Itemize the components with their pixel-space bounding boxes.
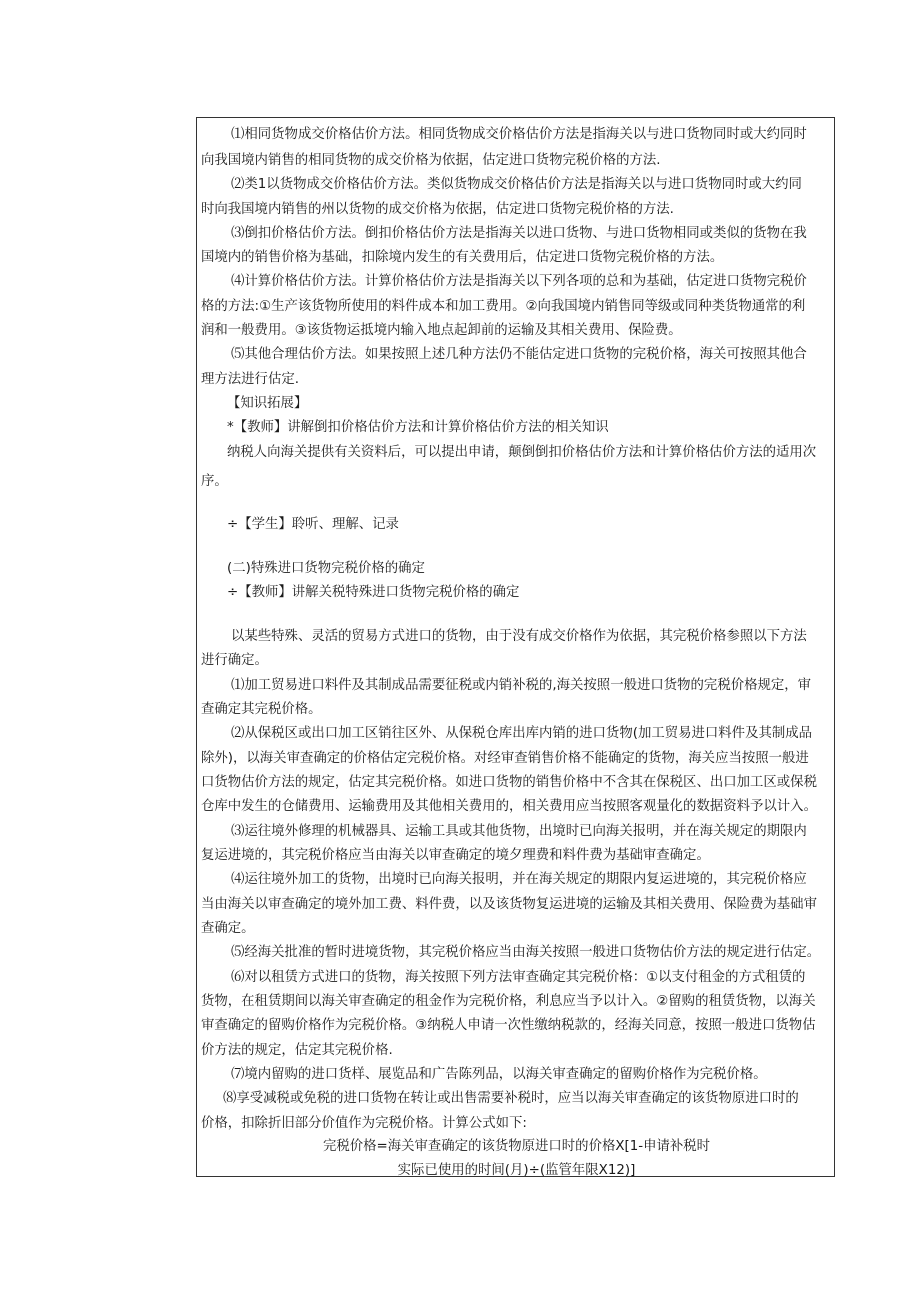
text-line: 国境内的销售价格为基础，扣除境内发生的有关费用后，估定进口货物完税价格的方法。 [201,250,724,265]
text-line: ⑷计算价格估价方法。计算价格估价方法是指海关以下列各项的总和为基础，估定进口货物完税价 [231,274,807,289]
text-line: 查确定。 [201,921,255,936]
text-line: 仓库中发生的仓储费用、运输费用及其他相关费用的，相关费用应当按照客观量化的数据资料予以计入。 [201,799,817,814]
text-line: 当由海关以审查确定的境外加工费、料件费，以及该货物复运进境的运输及其相关费用、保险费为基础审 [201,897,817,912]
text-line: 【知识拓展】 [227,396,308,411]
text-line: 理方法进行估定. [201,372,299,387]
text-line: ⑶倒扣价格估价方法。倒扣价格估价方法是指海关以进口货物、与进口货物相同或类似的货物在我 [231,226,807,241]
text-line: 价方法的规定，估定其完税价格. [201,1043,393,1058]
text-line: (二)特殊进口货物完税价格的确定 [227,561,425,576]
text-line: 向我国境内销售的相同货物的成交价格为依据，估定进口货物完税价格的方法. [201,153,661,168]
text-line: 除外)，以海关审查确定的价格估定完税价格。对经审查销售价格不能确定的货物，海关应当按照一般进 [201,751,809,766]
text-line: ⑻享受减税或免税的进口货物在转让或出售需要补税时，应当以海关审查确定的该货物原进口时的 [223,1091,799,1106]
text-line: ⑸经海关批准的暂时进境货物，其完税价格应当由海关按照一般进口货物估价方法的规定进行估定。 [231,945,821,960]
text-line: ⑸其他合理估价方法。如果按照上述几种方法仍不能估定进口货物的完税价格，海关可按照其他合 [231,347,807,362]
formula-line: 实际已使用的时间(月)÷(监管年限X12)] [397,1163,636,1178]
text-line: 查确定其完税价格。 [201,702,322,717]
text-line: 润和一般费用。③该货物运抵境内输入地点起卸前的运输及其相关费用、保险费。 [201,323,682,338]
text-line: ⑹对以租赁方式进口的货物，海关按照下列方法审查确定其完税价格：①以支付租金的方式租赁的 [231,970,806,985]
text-line: 口货物估价方法的规定，估定其完税价格。如进口货物的销售价格中不含其在保税区、出口加工区或保税 [201,775,817,790]
text-line: 复运进境的，其完税价格应当由海关以审查确定的境夕理费和料件费为基础审查确定。 [201,848,710,863]
text-line: 进行确定。 [201,653,268,668]
text-line: 时向我国境内销售的州以货物的成交价格为依据，估定进口货物完税价格的方法. [201,202,674,217]
text-line: 以某些特殊、灵活的贸易方式进口的货物，由于没有成交价格作为依据，其完税价格参照以下方法 [231,629,807,644]
text-line: ⑺境内留购的进口货样、展览品和广告陈列品，以海关审查确定的留购价格作为完税价格。 [231,1067,767,1082]
formula-line: 完税价格=海关审查确定的该货物原进口时的价格X[1-申请补税时 [322,1139,711,1154]
text-line: 纳税人向海关提供有关资料后，可以提出申请，颠倒倒扣价格估价方法和计算价格估价方法的适用次 [227,445,817,460]
text-line: ⑷运往境外加工的货物，出境时已向海关报明，并在海关规定的期限内复运进境的，其完税价格应 [231,872,807,887]
text-line: ⑴相同货物成交价格估价方法。相同货物成交价格估价方法是指海关以与进口货物同时或大约同时 [231,127,807,142]
text-line: 序。 [201,474,228,489]
text-line: *【教师】讲解倒扣价格估价方法和计算价格估价方法的相关知识 [227,420,609,435]
text-line: ⑶运往境外修理的机械器具、运输工具或其他货物，出境时已向海关报明，并在海关规定的期限内 [231,824,807,839]
text-line: ⑵从保税区或出口加工区销往区外、从保税仓库出库内销的进口货物(加工贸易进口料件及其制成品 [231,726,813,741]
text-line: ÷【教师】讲解关税特殊进口货物完税价格的确定 [227,585,520,600]
text-line: 货物，在租赁期间以海关审查确定的租金作为完税价格，利息应当予以计入。②留购的租赁货物，以海关 [201,994,816,1009]
text-line: ÷【学生】聆听、理解、记录 [227,517,399,532]
text-line: 价格，扣除折旧部分价值作为完税价格。计算公式如下: [201,1116,527,1131]
content-table-cell [196,117,835,1177]
text-line: 格的方法:①生产该货物所使用的料件成本和加工费用。②向我国境内销售同等级或同种类货物通常的利 [201,299,806,314]
text-line: ⑵类1以货物成交价格估价方法。类似货物成交价格估价方法是指海关以与进口货物同时或大约同 [231,177,802,192]
text-line: 审查确定的留购价格作为完税价格。③纳税人申请一次性缴纳税款的，经海关同意，按照一般进口货物估 [201,1018,816,1033]
text-line: ⑴加工贸易进口料件及其制成品需要征税或内销补税的,海关按照一般进口货物的完税价格规定，审 [231,678,812,693]
